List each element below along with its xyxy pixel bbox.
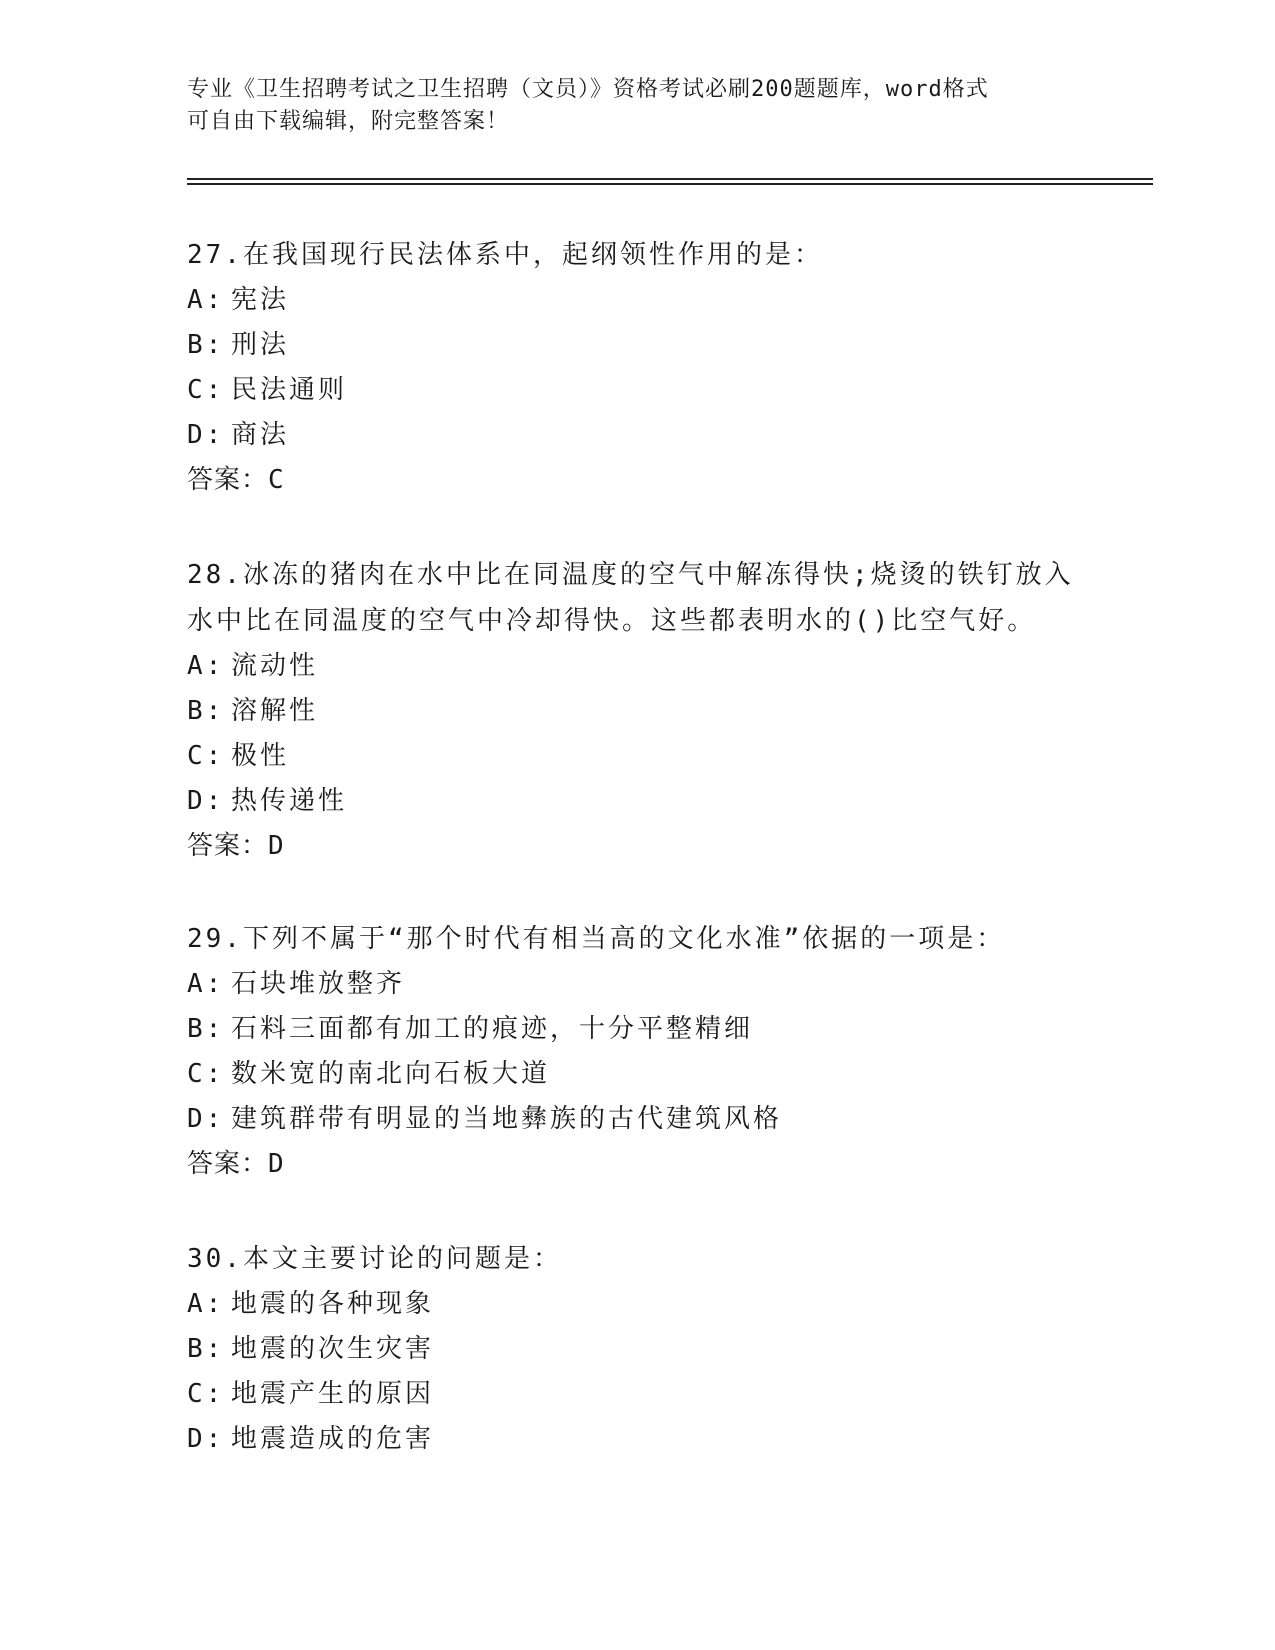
option-a <box>187 1282 1087 1327</box>
option-letter: B: <box>187 1334 225 1364</box>
option-text: 溶解性 <box>231 696 319 726</box>
option-text: 民法通则 <box>231 375 348 405</box>
option-text: 地震造成的危害 <box>231 1424 435 1454</box>
question-stem: 29.下列不属于“那个时代有相当高的文化水准”依据的一项是： <box>187 924 1006 954</box>
question-stem: 27.在我国现行民法体系中，起纲领性作用的是： <box>187 240 823 270</box>
option-letter: C: <box>187 1379 225 1409</box>
option-letter: D: <box>187 1424 225 1454</box>
option-letter: B: <box>187 1014 225 1044</box>
option-letter: C: <box>187 741 225 771</box>
option-b <box>187 323 1087 368</box>
option-b <box>187 689 1087 734</box>
option-letter: A: <box>187 969 225 999</box>
option-text: 地震的各种现象 <box>231 1289 435 1319</box>
option-a <box>187 644 1087 689</box>
question-stem: 30.本文主要讨论的问题是： <box>187 1244 562 1274</box>
question-28 <box>187 552 1087 869</box>
question-29 <box>187 916 1087 1187</box>
option-text: 流动性 <box>231 651 319 681</box>
document-header <box>187 74 1087 138</box>
header-line-2: 可自由下载编辑，附完整答案！ <box>187 109 510 134</box>
question-30 <box>187 1236 1087 1462</box>
option-text: 商法 <box>231 420 290 450</box>
option-letter: B: <box>187 696 225 726</box>
option-b <box>187 1327 1087 1372</box>
header-line-1: 专业《卫生招聘考试之卫生招聘（文员）》资格考试必刷200题题库，word格式 <box>187 77 989 102</box>
option-text: 地震的次生灾害 <box>231 1334 435 1364</box>
option-d <box>187 1097 1087 1142</box>
option-d <box>187 413 1087 458</box>
option-text: 极性 <box>231 741 290 771</box>
option-letter: D: <box>187 1104 225 1134</box>
option-d <box>187 779 1087 824</box>
option-text: 宪法 <box>231 285 290 315</box>
option-b <box>187 1007 1087 1052</box>
answer-line: 答案：D <box>187 1149 285 1179</box>
option-letter: A: <box>187 1289 225 1319</box>
option-letter: B: <box>187 330 225 360</box>
option-c <box>187 734 1087 779</box>
option-a <box>187 962 1087 1007</box>
option-text: 石块堆放整齐 <box>231 969 406 999</box>
option-c <box>187 368 1087 413</box>
header-rule-top <box>187 178 1153 180</box>
question-stem: 28.冰冻的猪肉在水中比在同温度的空气中解冻得快;烧烫的铁钉放入水中比在同温度的空气中冷却得快。这些都表明水的()比空气好。 <box>187 560 1074 636</box>
option-letter: D: <box>187 420 225 450</box>
option-letter: A: <box>187 651 225 681</box>
option-text: 刑法 <box>231 330 290 360</box>
option-text: 建筑群带有明显的当地彝族的古代建筑风格 <box>231 1104 783 1134</box>
header-rule-bottom <box>187 183 1153 185</box>
option-c <box>187 1052 1087 1097</box>
option-d <box>187 1417 1087 1462</box>
option-letter: A: <box>187 285 225 315</box>
option-c <box>187 1372 1087 1417</box>
question-27 <box>187 232 1087 503</box>
option-text: 石料三面都有加工的痕迹，十分平整精细 <box>231 1014 754 1044</box>
option-a <box>187 278 1087 323</box>
answer-line: 答案：C <box>187 465 285 495</box>
option-text: 热传递性 <box>231 786 348 816</box>
answer-line: 答案：D <box>187 831 285 861</box>
option-text: 地震产生的原因 <box>231 1379 435 1409</box>
option-letter: C: <box>187 1059 225 1089</box>
option-letter: D: <box>187 786 225 816</box>
option-text: 数米宽的南北向石板大道 <box>231 1059 551 1089</box>
option-letter: C: <box>187 375 225 405</box>
